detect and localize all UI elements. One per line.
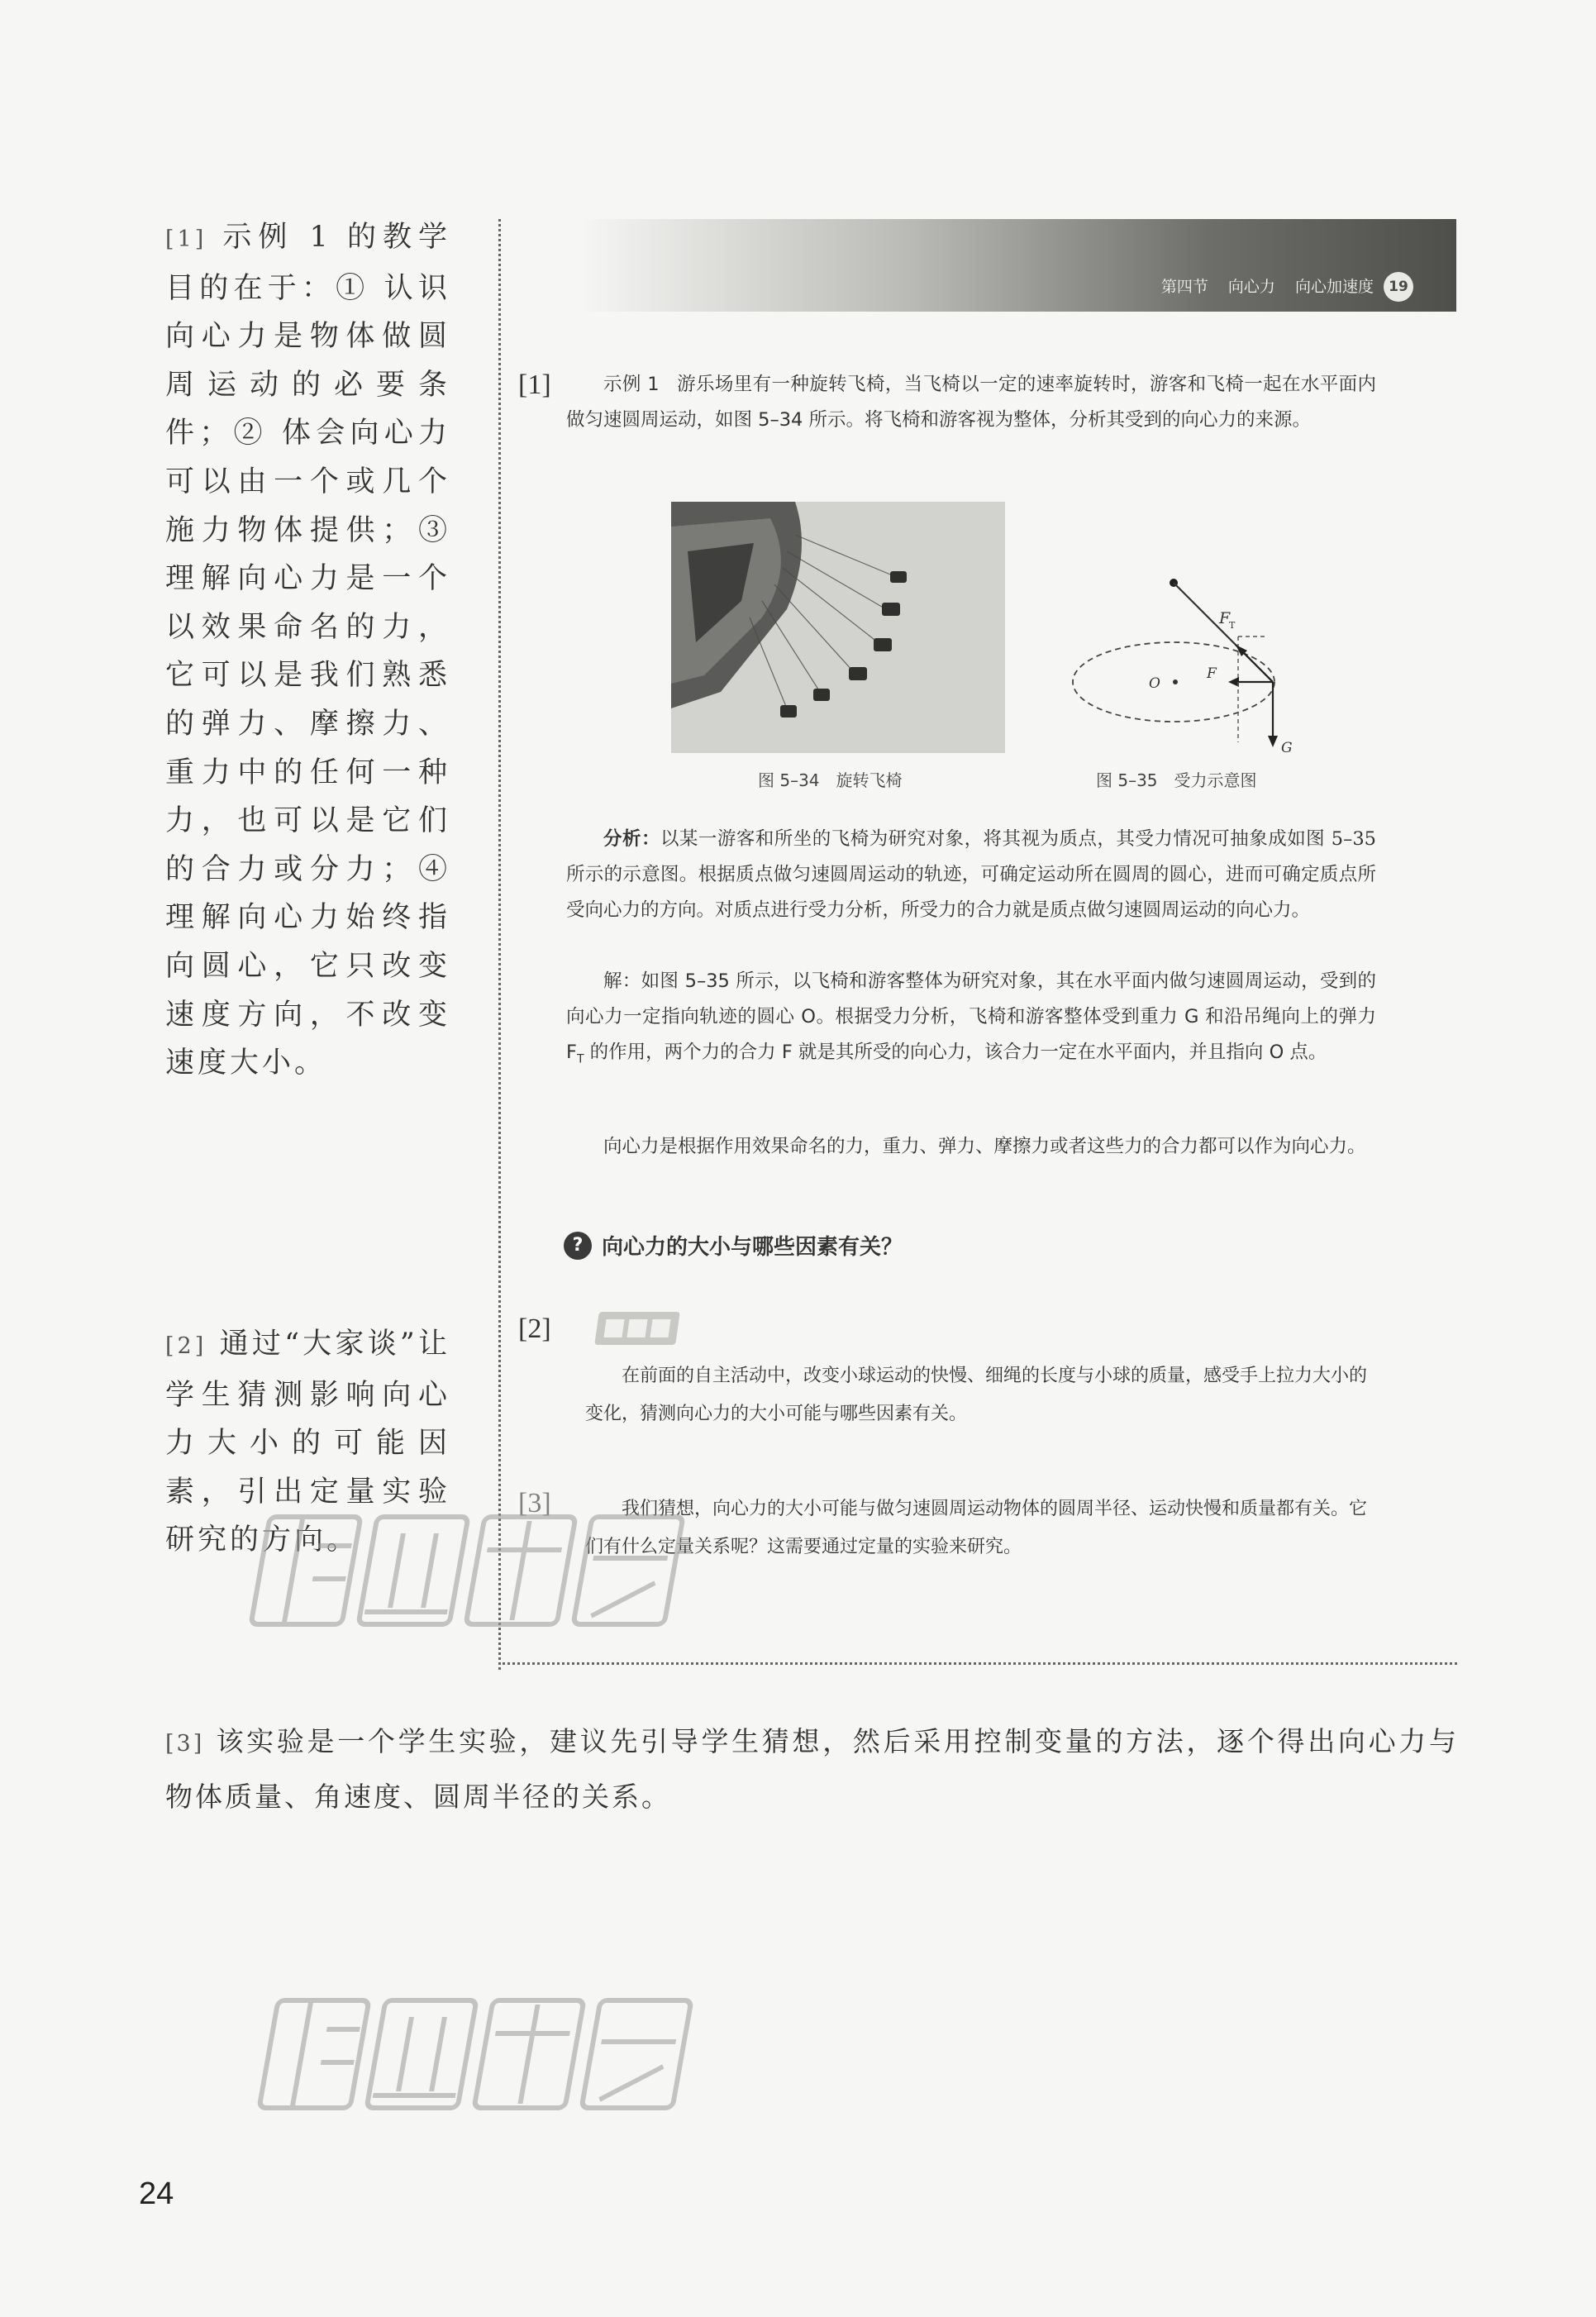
margin-note-2-number: [2] [165,1333,207,1359]
analysis-text: 以某一游客和所坐的飞椅为研究对象，将其视为质点，其受力情况可抽象成如图 5–35 所示的示意图。根据质点做匀速圆周运动的轨迹，可确定运动所在圆周的圆心，进而可确定质点所受向心力的方向。对质点进行受力分析，所受力的合力就是质点做匀速圆周运动的向心力。 [566,828,1376,921]
label-center-o: O [1149,675,1160,692]
dotted-divider-vertical [498,219,501,1670]
swing-ride-photo [671,502,1005,753]
question-icon: ? [564,1232,592,1260]
margin-note-1-text: 示例 1 的教学目的在于：① 认识向心力是物体做圆周运动的必要条件；② 体会向心力可以由一个或几个施力物体提供；③ 理解向心力是一个以效果命名的力，它可以是我们熟悉的弹力、摩擦力、重力中的任何一种力，也可以是它们的合力或分力；④ 理解向心力始终指向圆心，它只改变速度方向，不改变速度大小。 [165,221,450,1080]
discussion-badge [594,1312,680,1345]
margin-note-1 [165,213,450,1088]
margin-note-1-number: [1] [165,226,207,252]
marker-3: [3] [518,1488,551,1518]
solution-label: 解： [603,970,641,992]
header-topic-1: 向心力 [1227,278,1275,296]
chapter-header-text [1146,274,1374,297]
solution-subscript: T [576,1052,584,1066]
discussion-paragraph-1: 在前面的自主活动中，改变小球运动的快慢、细绳的长度与小球的质量，感受手上拉力大小的变化，猜测向心力的大小可能与哪些因素有关。 [585,1366,1368,1424]
bottom-note-text: 该实验是一个学生实验，建议先引导学生猜想，然后采用控制变量的方法，逐个得出向心力与物体质量、角速度、圆周半径的关系。 [165,1725,1459,1813]
analysis-label: 分析： [603,828,660,850]
example-paragraph [566,367,1376,438]
question-heading [564,1230,903,1261]
label-net-force: F [1207,665,1217,682]
example-text: 游乐场里有一种旋转飞椅，当飞椅以一定的速率旋转时，游客和飞椅一起在水平面内做匀速圆周运动，如图 5–34 所示。将飞椅和游客视为整体，分析其受到的向心力的来源。 [566,374,1377,431]
solution-text: 如图 5–35 所示，以飞椅和游客整体为研究对象，其在水平面内做匀速圆周运动，受到的向心力一定指向轨迹的圆心 O。根据受力分析，飞椅和游客整体受到重力 G 和沿吊绳向上的弹力 F [566,970,1376,1063]
question-title-text: 向心力的大小与哪些因素有关？ [602,1235,903,1260]
figure-5-34-caption: 图 5–34 旋转飞椅 [758,770,903,790]
margin-note-2-text: 通过“大家谈”让学生猜测影响向心力大小的可能因素，引出定量实验研究的方向。 [165,1328,450,1557]
label-gravity-g: G [1281,740,1293,756]
book-page-badge: 19 [1384,272,1413,302]
conclusion-paragraph: 向心力是根据作用效果命名的力，重力、弹力、摩擦力或者这些力的合力都可以作为向心力。 [603,1136,1366,1157]
label-tension-subscript: T [1229,620,1236,631]
force-diagram [1050,562,1322,760]
header-section: 第四节 [1160,278,1208,296]
analysis-paragraph [566,822,1376,928]
dotted-divider-horizontal [498,1662,1457,1665]
discussion-badge-art [594,1312,680,1345]
discussion-paragraph-2: 我们猜想，向心力的大小可能与做匀速圆周运动物体的圆周半径、运动快慢和质量都有关。它们有什么定量关系呢？这需要通过定量的实验来研究。 [585,1499,1368,1557]
watermark-1 [248,1500,694,1641]
figure-5-35-caption: 图 5–35 受力示意图 [1096,770,1257,790]
bottom-note-number: [3] [165,1731,205,1757]
bottom-note [165,1715,1459,1824]
example-label: 示例 1 [603,374,660,395]
swing-ride-illustration [671,502,1005,753]
header-topic-2: 向心加速度 [1294,278,1374,296]
watermark-2 [256,1984,703,2124]
solution-tail: 的作用，两个力的合力 F 就是其所受的向心力，该合力一定在水平面内，并且指向 O 点。 [584,1042,1327,1063]
marker-1: [1] [518,369,551,400]
marker-2: [2] [518,1313,551,1344]
solution-paragraph [566,964,1376,1078]
page-number: 24 [139,2176,174,2211]
chapter-header-bar [579,219,1456,312]
label-tension-f: F [1219,609,1231,627]
